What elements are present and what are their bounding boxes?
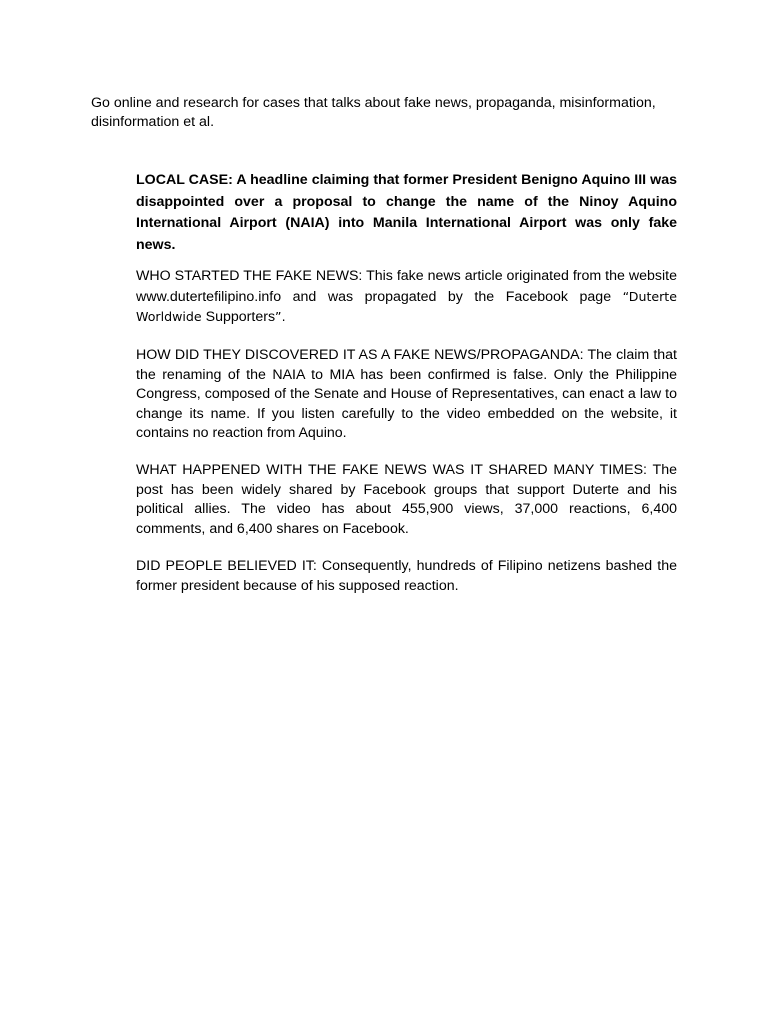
what-happened-paragraph: WHAT HAPPENED WITH THE FAKE NEWS WAS IT SHARED MANY TIMES: The post has been widely shared by Facebook groups that support Duterte and his political allies. The video has about 455,900 views, 37,000 reactions, 6,400 comments, and 6,400 shares on Facebook. bbox=[136, 462, 677, 537]
facebook-page-name-open: “Duterte Worldwide bbox=[136, 288, 677, 325]
facebook-page-name-close: ”. bbox=[275, 309, 286, 325]
who-started-paragraph bbox=[136, 267, 677, 328]
who-started-text: WHO STARTED THE FAKE NEWS: This fake news article originated from the website www.dutertefilipino.info and was propagated by the Facebook page bbox=[136, 268, 677, 305]
did-people-believe-paragraph: DID PEOPLE BELIEVED IT: Consequently, hundreds of Filipino netizens bashed the former president because of his supposed reaction. bbox=[136, 558, 677, 594]
how-discovered-paragraph: HOW DID THEY DISCOVERED IT AS A FAKE NEWS/PROPAGANDA: The claim that the renaming of the NAIA to MIA has been confirmed is false. Only the Philippine Congress, composed of the Senate and House of Representatives, can enact a law to change its name. If you listen carefully to the video embedded on the website, it contains no reaction from Aquino. bbox=[136, 347, 677, 442]
facebook-page-name-supporters: Supporters bbox=[205, 309, 276, 326]
assignment-instructions: Go online and research for cases that talks about fake news, propaganda, misinformation, disinformation et al. bbox=[91, 95, 656, 130]
local-case-heading: LOCAL CASE: A headline claiming that former President Benigno Aquino III was disappointed over a proposal to change the name of the Ninoy Aquino International Airport (NAIA) into Manila International Airport was only fake news. bbox=[136, 172, 677, 253]
